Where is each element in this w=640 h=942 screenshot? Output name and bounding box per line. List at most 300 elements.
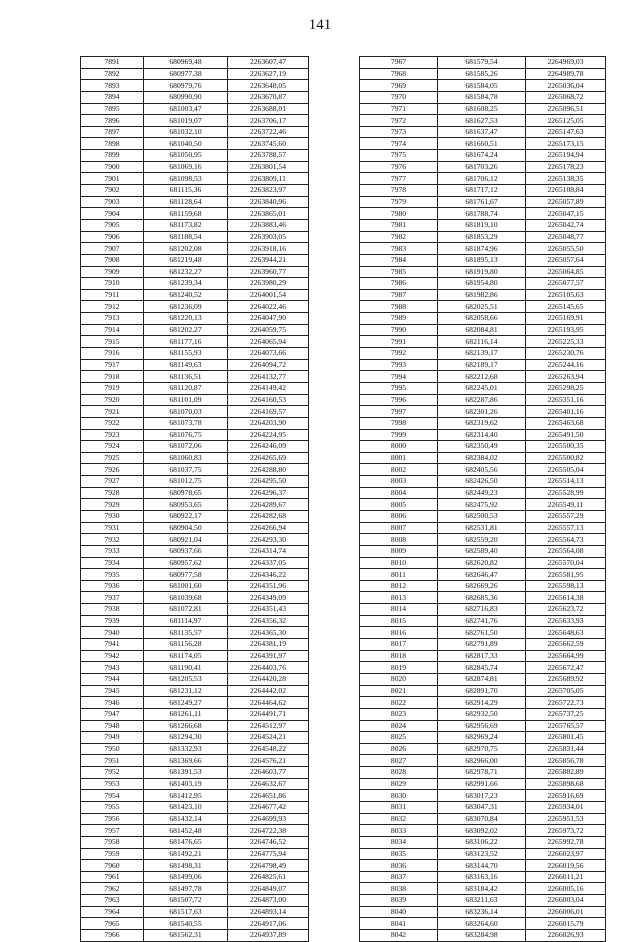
y-coordinate-cell: 2265916,69 [526, 790, 606, 802]
point-number-cell: 7965 [81, 918, 144, 930]
x-coordinate-cell: 681982,86 [438, 289, 526, 301]
y-coordinate-cell: 2263722,46 [228, 126, 309, 138]
table-row [360, 906, 606, 918]
point-number-cell: 7958 [81, 836, 144, 848]
table-row [360, 150, 606, 162]
y-coordinate-cell: 2265077,57 [526, 278, 606, 290]
y-coordinate-cell: 2265351,16 [526, 394, 606, 406]
y-coordinate-cell: 2265055,50 [526, 243, 606, 255]
point-number-cell: 8014 [360, 604, 438, 616]
y-coordinate-cell: 2265564,73 [526, 534, 606, 546]
y-coordinate-cell: 2264548,22 [228, 743, 309, 755]
y-coordinate-cell: 2265528,99 [526, 487, 606, 499]
y-coordinate-cell: 2265973,72 [526, 825, 606, 837]
x-coordinate-cell: 680977,58 [144, 569, 228, 581]
y-coordinate-cell: 2264989,78 [526, 68, 606, 80]
y-coordinate-cell: 2264356,32 [228, 615, 309, 627]
point-number-cell: 7970 [360, 91, 438, 103]
y-coordinate-cell: 2266026,93 [526, 930, 606, 942]
y-coordinate-cell: 2263883,46 [228, 219, 309, 231]
table-row [360, 743, 606, 755]
x-coordinate-cell: 681874,96 [438, 243, 526, 255]
x-coordinate-cell: 681369,66 [144, 755, 228, 767]
table-row [360, 545, 606, 557]
y-coordinate-cell: 2264699,93 [228, 813, 309, 825]
y-coordinate-cell: 2265147,63 [526, 126, 606, 138]
y-coordinate-cell: 2264677,42 [228, 802, 309, 814]
table-row [360, 301, 606, 313]
table-row [81, 371, 309, 383]
table-row [360, 266, 606, 278]
y-coordinate-cell: 2264282,68 [228, 510, 309, 522]
x-coordinate-cell: 681919,80 [438, 266, 526, 278]
table-row [360, 196, 606, 208]
point-number-cell: 7964 [81, 906, 144, 918]
table-row [81, 825, 309, 837]
point-number-cell: 8032 [360, 813, 438, 825]
point-number-cell: 7942 [81, 650, 144, 662]
point-number-cell: 7993 [360, 359, 438, 371]
x-coordinate-cell: 682189,17 [438, 359, 526, 371]
point-number-cell: 8005 [360, 499, 438, 511]
table-row [360, 173, 606, 185]
x-coordinate-cell: 681499,06 [144, 871, 228, 883]
y-coordinate-cell: 2265801,45 [526, 732, 606, 744]
y-coordinate-cell: 2265463,68 [526, 417, 606, 429]
point-number-cell: 8024 [360, 720, 438, 732]
point-number-cell: 8008 [360, 534, 438, 546]
x-coordinate-cell: 681895,13 [438, 254, 526, 266]
point-number-cell: 7899 [81, 150, 144, 162]
table-row [360, 161, 606, 173]
table-row [360, 254, 606, 266]
point-number-cell: 8025 [360, 732, 438, 744]
y-coordinate-cell: 2263801,54 [228, 161, 309, 173]
x-coordinate-cell: 681637,47 [438, 126, 526, 138]
y-coordinate-cell: 2263840,96 [228, 196, 309, 208]
y-coordinate-cell: 2265672,47 [526, 662, 606, 674]
x-coordinate-cell: 683264,60 [438, 918, 526, 930]
x-coordinate-cell: 681101,09 [144, 394, 228, 406]
y-coordinate-cell: 2263627,19 [228, 68, 309, 80]
point-number-cell: 7935 [81, 569, 144, 581]
point-number-cell: 7891 [81, 57, 144, 69]
y-coordinate-cell: 2264651,86 [228, 790, 309, 802]
y-coordinate-cell: 2265169,91 [526, 313, 606, 325]
x-coordinate-cell: 681070,03 [144, 406, 228, 418]
point-number-cell: 7956 [81, 813, 144, 825]
y-coordinate-cell: 2264576,21 [228, 755, 309, 767]
point-number-cell: 8039 [360, 895, 438, 907]
table-row [81, 836, 309, 848]
table-row [360, 313, 606, 325]
point-number-cell: 8028 [360, 767, 438, 779]
y-coordinate-cell: 2264603,77 [228, 767, 309, 779]
y-coordinate-cell: 2263670,87 [228, 91, 309, 103]
table-row [360, 732, 606, 744]
x-coordinate-cell: 681249,27 [144, 697, 228, 709]
table-row [360, 441, 606, 453]
table-row [81, 522, 309, 534]
y-coordinate-cell: 2264391,97 [228, 650, 309, 662]
point-number-cell: 7966 [81, 930, 144, 942]
point-number-cell: 7915 [81, 336, 144, 348]
y-coordinate-cell: 2264969,03 [526, 57, 606, 69]
table-row [360, 510, 606, 522]
table-row [81, 767, 309, 779]
point-number-cell: 7944 [81, 673, 144, 685]
point-number-cell: 7986 [360, 278, 438, 290]
point-number-cell: 8011 [360, 569, 438, 581]
table-row [360, 359, 606, 371]
table-row [360, 604, 606, 616]
y-coordinate-cell: 2265401,16 [526, 406, 606, 418]
table-row [81, 313, 309, 325]
y-coordinate-cell: 2264722,38 [228, 825, 309, 837]
x-coordinate-cell: 681149,63 [144, 359, 228, 371]
y-coordinate-cell: 2264351,43 [228, 604, 309, 616]
x-coordinate-cell: 681073,78 [144, 417, 228, 429]
point-number-cell: 8042 [360, 930, 438, 942]
point-number-cell: 8013 [360, 592, 438, 604]
point-number-cell: 7934 [81, 557, 144, 569]
x-coordinate-cell: 681608,25 [438, 103, 526, 115]
table-row [360, 185, 606, 197]
y-coordinate-cell: 2264917,06 [228, 918, 309, 930]
table-row [360, 860, 606, 872]
y-coordinate-cell: 2264442,02 [228, 685, 309, 697]
y-coordinate-cell: 2265557,29 [526, 510, 606, 522]
x-coordinate-cell: 680957,62 [144, 557, 228, 569]
point-number-cell: 8035 [360, 848, 438, 860]
coordinates-table-right-body [360, 57, 606, 942]
table-row [81, 196, 309, 208]
y-coordinate-cell: 2264169,57 [228, 406, 309, 418]
y-coordinate-cell: 2266023,97 [526, 848, 606, 860]
point-number-cell: 7905 [81, 219, 144, 231]
point-number-cell: 8038 [360, 883, 438, 895]
point-number-cell: 7998 [360, 417, 438, 429]
x-coordinate-cell: 681540,55 [144, 918, 228, 930]
x-coordinate-cell: 682966,00 [438, 755, 526, 767]
x-coordinate-cell: 682314,40 [438, 429, 526, 441]
table-row [81, 336, 309, 348]
x-coordinate-cell: 680904,50 [144, 522, 228, 534]
y-coordinate-cell: 2265549,11 [526, 499, 606, 511]
x-coordinate-cell: 682991,66 [438, 778, 526, 790]
x-coordinate-cell: 681492,21 [144, 848, 228, 860]
point-number-cell: 7918 [81, 371, 144, 383]
y-coordinate-cell: 2265047,15 [526, 208, 606, 220]
point-number-cell: 7930 [81, 510, 144, 522]
x-coordinate-cell: 683144,70 [438, 860, 526, 872]
point-number-cell: 7972 [360, 115, 438, 127]
x-coordinate-cell: 682817,33 [438, 650, 526, 662]
y-coordinate-cell: 2265934,01 [526, 802, 606, 814]
point-number-cell: 7992 [360, 348, 438, 360]
point-number-cell: 7967 [360, 57, 438, 69]
table-row [81, 673, 309, 685]
point-number-cell: 7936 [81, 580, 144, 592]
point-number-cell: 8029 [360, 778, 438, 790]
table-row [81, 417, 309, 429]
x-coordinate-cell: 681190,41 [144, 662, 228, 674]
point-number-cell: 7963 [81, 895, 144, 907]
table-row [360, 639, 606, 651]
y-coordinate-cell: 2264073,66 [228, 348, 309, 360]
table-row [81, 685, 309, 697]
point-number-cell: 7996 [360, 394, 438, 406]
table-row [81, 185, 309, 197]
table-row [81, 301, 309, 313]
point-number-cell: 7920 [81, 394, 144, 406]
x-coordinate-cell: 681174,05 [144, 650, 228, 662]
x-coordinate-cell: 682791,89 [438, 639, 526, 651]
point-number-cell: 7901 [81, 173, 144, 185]
x-coordinate-cell: 681128,64 [144, 196, 228, 208]
point-number-cell: 7985 [360, 266, 438, 278]
point-number-cell: 8041 [360, 918, 438, 930]
coordinates-table-right [359, 56, 606, 942]
point-number-cell: 7987 [360, 289, 438, 301]
x-coordinate-cell: 681072,81 [144, 604, 228, 616]
table-row [81, 697, 309, 709]
y-coordinate-cell: 2264288,80 [228, 464, 309, 476]
table-row [360, 208, 606, 220]
table-row [81, 720, 309, 732]
table-row [360, 231, 606, 243]
table-row [360, 848, 606, 860]
x-coordinate-cell: 681205,53 [144, 673, 228, 685]
point-number-cell: 7928 [81, 487, 144, 499]
point-number-cell: 8010 [360, 557, 438, 569]
point-number-cell: 7904 [81, 208, 144, 220]
table-row [360, 662, 606, 674]
table-row [81, 68, 309, 80]
point-number-cell: 7982 [360, 231, 438, 243]
table-row [360, 802, 606, 814]
table-row [360, 324, 606, 336]
x-coordinate-cell: 681507,72 [144, 895, 228, 907]
point-number-cell: 7978 [360, 185, 438, 197]
point-number-cell: 7898 [81, 138, 144, 150]
point-number-cell: 7924 [81, 441, 144, 453]
y-coordinate-cell: 2264937,89 [228, 930, 309, 942]
x-coordinate-cell: 681706,12 [438, 173, 526, 185]
y-coordinate-cell: 2265664,99 [526, 650, 606, 662]
point-number-cell: 7969 [360, 80, 438, 92]
point-number-cell: 7916 [81, 348, 144, 360]
y-coordinate-cell: 2264420,28 [228, 673, 309, 685]
x-coordinate-cell: 681239,34 [144, 278, 228, 290]
x-coordinate-cell: 682384,02 [438, 452, 526, 464]
x-coordinate-cell: 682025,51 [438, 301, 526, 313]
point-number-cell: 7939 [81, 615, 144, 627]
y-coordinate-cell: 2264825,61 [228, 871, 309, 883]
table-row [81, 452, 309, 464]
table-row [360, 103, 606, 115]
y-coordinate-cell: 2264346,22 [228, 569, 309, 581]
y-coordinate-cell: 2265057,64 [526, 254, 606, 266]
point-number-cell: 7960 [81, 860, 144, 872]
x-coordinate-cell: 681060,83 [144, 452, 228, 464]
table-row [81, 219, 309, 231]
y-coordinate-cell: 2264524,21 [228, 732, 309, 744]
x-coordinate-cell: 681232,27 [144, 266, 228, 278]
y-coordinate-cell: 2264296,37 [228, 487, 309, 499]
point-number-cell: 7911 [81, 289, 144, 301]
table-row [360, 91, 606, 103]
x-coordinate-cell: 683284,98 [438, 930, 526, 942]
y-coordinate-cell: 2264001,54 [228, 289, 309, 301]
x-coordinate-cell: 681584,05 [438, 80, 526, 92]
point-number-cell: 7971 [360, 103, 438, 115]
x-coordinate-cell: 682761,50 [438, 627, 526, 639]
x-coordinate-cell: 681660,51 [438, 138, 526, 150]
y-coordinate-cell: 2265178,23 [526, 161, 606, 173]
x-coordinate-cell: 680990,90 [144, 91, 228, 103]
y-coordinate-cell: 2265722,73 [526, 697, 606, 709]
y-coordinate-cell: 2265057,89 [526, 196, 606, 208]
point-number-cell: 7974 [360, 138, 438, 150]
table-row [81, 173, 309, 185]
x-coordinate-cell: 682116,14 [438, 336, 526, 348]
table-row [360, 243, 606, 255]
page-number: 141 [308, 17, 332, 33]
point-number-cell: 8016 [360, 627, 438, 639]
table-row [81, 289, 309, 301]
point-number-cell: 7907 [81, 243, 144, 255]
x-coordinate-cell: 681585,26 [438, 68, 526, 80]
table-row [81, 778, 309, 790]
table-row [360, 57, 606, 69]
table-row [360, 697, 606, 709]
y-coordinate-cell: 2265564,08 [526, 545, 606, 557]
point-number-cell: 8003 [360, 476, 438, 488]
x-coordinate-cell: 681220,13 [144, 313, 228, 325]
y-coordinate-cell: 2264381,19 [228, 639, 309, 651]
table-row [81, 359, 309, 371]
point-number-cell: 7990 [360, 324, 438, 336]
x-coordinate-cell: 681403,19 [144, 778, 228, 790]
y-coordinate-cell: 2265514,13 [526, 476, 606, 488]
point-number-cell: 8026 [360, 743, 438, 755]
x-coordinate-cell: 682891,70 [438, 685, 526, 697]
y-coordinate-cell: 2265500,82 [526, 452, 606, 464]
y-coordinate-cell: 2265491,50 [526, 429, 606, 441]
y-coordinate-cell: 2264265,69 [228, 452, 309, 464]
table-row [81, 883, 309, 895]
point-number-cell: 8018 [360, 650, 438, 662]
table-row [81, 487, 309, 499]
y-coordinate-cell: 2263918,16 [228, 243, 309, 255]
x-coordinate-cell: 682716,83 [438, 604, 526, 616]
x-coordinate-cell: 681032,10 [144, 126, 228, 138]
x-coordinate-cell: 682319,62 [438, 417, 526, 429]
point-number-cell: 7929 [81, 499, 144, 511]
x-coordinate-cell: 681202,27 [144, 324, 228, 336]
y-coordinate-cell: 2264289,67 [228, 499, 309, 511]
table-row [360, 336, 606, 348]
point-number-cell: 7912 [81, 301, 144, 313]
point-number-cell: 7940 [81, 627, 144, 639]
table-row [81, 860, 309, 872]
y-coordinate-cell: 2264132,77 [228, 371, 309, 383]
point-number-cell: 7906 [81, 231, 144, 243]
point-number-cell: 8027 [360, 755, 438, 767]
y-coordinate-cell: 2264798,49 [228, 860, 309, 872]
y-coordinate-cell: 2265705,05 [526, 685, 606, 697]
point-number-cell: 7932 [81, 534, 144, 546]
x-coordinate-cell: 682620,82 [438, 557, 526, 569]
y-coordinate-cell: 2264149,42 [228, 382, 309, 394]
x-coordinate-cell: 681003,47 [144, 103, 228, 115]
table-row [81, 150, 309, 162]
table-row [360, 534, 606, 546]
point-number-cell: 7917 [81, 359, 144, 371]
point-number-cell: 7922 [81, 417, 144, 429]
table-row [81, 243, 309, 255]
x-coordinate-cell: 681423,10 [144, 802, 228, 814]
x-coordinate-cell: 682685,36 [438, 592, 526, 604]
x-coordinate-cell: 683163,16 [438, 871, 526, 883]
point-number-cell: 7973 [360, 126, 438, 138]
table-row [81, 231, 309, 243]
y-coordinate-cell: 2263809,11 [228, 173, 309, 185]
table-row [81, 802, 309, 814]
table-row [81, 615, 309, 627]
y-coordinate-cell: 2266019,56 [526, 860, 606, 872]
x-coordinate-cell: 681188,54 [144, 231, 228, 243]
x-coordinate-cell: 682475,92 [438, 499, 526, 511]
point-number-cell: 8007 [360, 522, 438, 534]
table-row [81, 348, 309, 360]
point-number-cell: 8004 [360, 487, 438, 499]
x-coordinate-cell: 680978,65 [144, 487, 228, 499]
x-coordinate-cell: 681788,74 [438, 208, 526, 220]
y-coordinate-cell: 2264314,74 [228, 545, 309, 557]
y-coordinate-cell: 2265648,63 [526, 627, 606, 639]
y-coordinate-cell: 2264491,71 [228, 708, 309, 720]
y-coordinate-cell: 2265662,59 [526, 639, 606, 651]
y-coordinate-cell: 2264160,53 [228, 394, 309, 406]
table-row [81, 57, 309, 69]
point-number-cell: 7926 [81, 464, 144, 476]
x-coordinate-cell: 681717,12 [438, 185, 526, 197]
table-row [360, 720, 606, 732]
x-coordinate-cell: 683017,23 [438, 790, 526, 802]
y-coordinate-cell: 2264293,30 [228, 534, 309, 546]
point-number-cell: 7943 [81, 662, 144, 674]
y-coordinate-cell: 2266003,04 [526, 895, 606, 907]
x-coordinate-cell: 681674,24 [438, 150, 526, 162]
point-number-cell: 7991 [360, 336, 438, 348]
point-number-cell: 7988 [360, 301, 438, 313]
y-coordinate-cell: 2265125,05 [526, 115, 606, 127]
table-row [81, 510, 309, 522]
x-coordinate-cell: 681019,07 [144, 115, 228, 127]
point-number-cell: 7950 [81, 743, 144, 755]
point-number-cell: 7945 [81, 685, 144, 697]
x-coordinate-cell: 682970,75 [438, 743, 526, 755]
y-coordinate-cell: 2264203,90 [228, 417, 309, 429]
y-coordinate-cell: 2264059,75 [228, 324, 309, 336]
x-coordinate-cell: 683070,84 [438, 813, 526, 825]
table-row [360, 673, 606, 685]
x-coordinate-cell: 681098,53 [144, 173, 228, 185]
point-number-cell: 7903 [81, 196, 144, 208]
y-coordinate-cell: 2263980,29 [228, 278, 309, 290]
